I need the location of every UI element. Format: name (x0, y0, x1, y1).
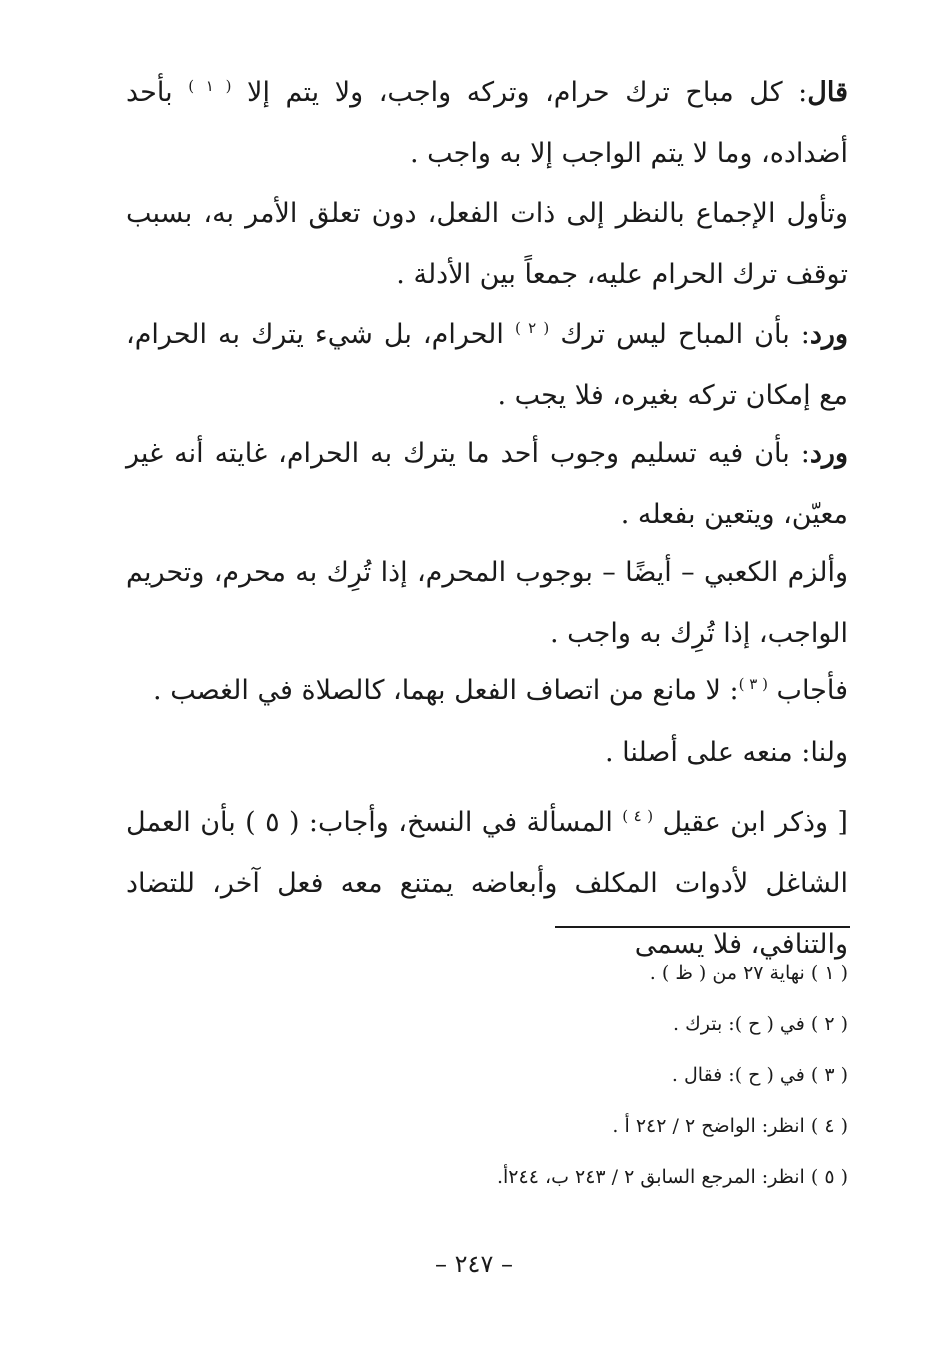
paragraph-text: وتأول الإجماع بالنظر إلى ذات الفعل، دون تعلق الأمر به، بسبب توقف ترك الحرام عليه، جمعاً بين الأدلة . (126, 198, 848, 290)
paragraph-text: المسألة في النسخ، وأجاب: ( ٥ ) بأن العمل الشاغل لأدوات المكلف وأبعاضه يمتنع معه فعل آخر، للتضاد والتنافي، فلا يسمى (126, 807, 848, 960)
footnote-2: ( ٢ ) في ( ح ): بترك . (673, 1013, 848, 1035)
paragraph-text: وألزم الكعبي – أيضًا – بوجوب المحرم، إذا تُرِك به محرم، وتحريم الواجب، إذا تُرِك به واجب . (126, 557, 848, 649)
paragraph-text: : بأن فيه تسليم وجوب أحد ما يترك به الحرام، غايته أنه غير معيّن، ويتعين بفعله . (126, 438, 848, 530)
footnote-3: ( ٣ ) في ( ح ): فقال . (671, 1064, 848, 1086)
paragraph-5 (126, 542, 848, 664)
page-number: – ٢٤٧ – (435, 1250, 513, 1278)
footnote-ref: ( ٤ ) (622, 807, 654, 825)
paragraph-lead: ورد (809, 438, 848, 469)
paragraph-6 (126, 660, 848, 721)
paragraph-7 (126, 722, 848, 783)
paragraph-text: الحرام، بل شيء يترك به الحرام، مع إمكان تركه بغيره، فلا يجب . (126, 319, 848, 411)
paragraph-text: ولنا: منعه على أصلنا . (604, 737, 848, 768)
paragraph-text: [ وذكر ابن عقيل (653, 807, 848, 838)
footnotes-list (126, 948, 848, 1203)
paragraph-1 (126, 62, 848, 184)
paragraph-text: : كل مباح ترك حرام، وتركه واجب، ولا يتم إلا (231, 77, 808, 108)
paragraph-lead: قال (807, 77, 848, 108)
footnote-ref: ( ٣ ) (738, 675, 768, 693)
paragraph-lead: ورد (809, 319, 848, 350)
paragraph-4 (126, 423, 848, 545)
paragraph-3 (126, 304, 848, 426)
paragraph-text: بأحد أضداده، وما لا يتم الواجب إلا به واجب . (126, 77, 848, 169)
paragraph-text: فأجاب (767, 675, 848, 706)
paragraph-text: : لا مانع من اتصاف الفعل بهما، كالصلاة في الغصب . (153, 675, 739, 706)
footnote-4: ( ٤ ) انظر: الواضح ٢ / ٢٤٢ أ . (612, 1115, 848, 1137)
footnote-ref: ( ١ ) (188, 77, 232, 95)
footnote-ref: ( ٢ ) (514, 319, 550, 337)
footnote-divider (555, 926, 850, 928)
footnote-5: ( ٥ ) انظر: المرجع السابق ٢ / ٢٤٣ ب، ٢٤٤أ. (496, 1166, 848, 1188)
footnote-1: ( ١ ) نهاية ٢٧ من ( ظ ) . (649, 962, 848, 984)
paragraph-text: : بأن المباح ليس ترك (549, 319, 810, 350)
paragraph-2 (126, 183, 848, 305)
